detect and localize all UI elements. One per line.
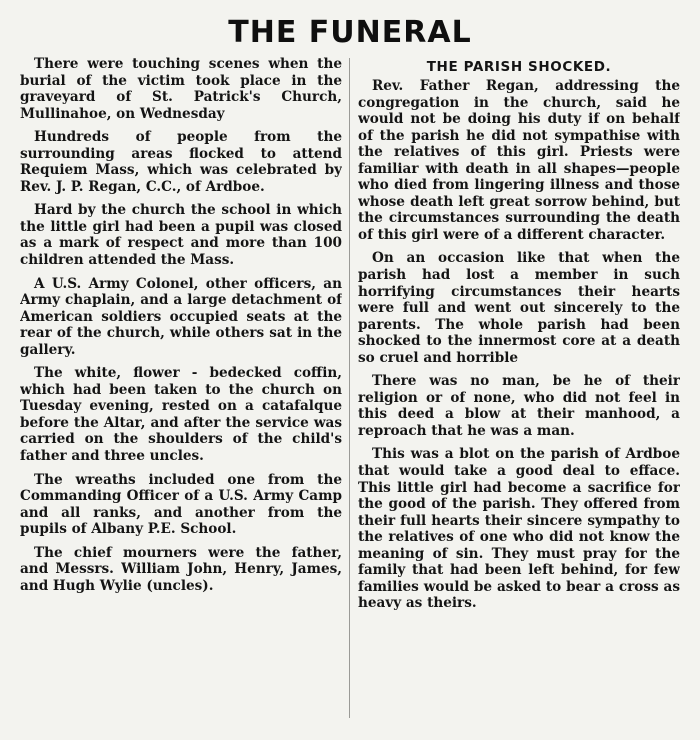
headline: THE FUNERAL: [228, 15, 472, 50]
subheading: THE PARISH SHOCKED.: [426, 59, 612, 75]
paragraph: The chief mourners were the father, and Messrs. William John, Henry, James, and Hugh Wylie (uncles).: [20, 544, 342, 594]
paragraph: The white, flower - bedecked coffin, which had been taken to the church on Tuesday evening, rested on a catafalque before the Altar, and after the service was carried on the shoulders of the child's father and three uncles.: [20, 365, 342, 465]
paragraph: Hundreds of people from the surrounding areas flocked to attend Requiem Mass, which was celebrated by Rev. J. P. Regan, C.C., of Ardboe.: [20, 129, 342, 195]
left-column: [20, 56, 342, 732]
right-column: [358, 56, 680, 732]
paragraph: This was a blot on the parish of Ardboe that would take a good deal to efface. This little girl had become a sacrifice for the good of the parish. They offered from their full hearts their sincere sympathy to the relatives of one who did not know the meaning of sin. They must pray for the family that had been left behind, for few families would be asked to bear a cross as heavy as theirs.: [358, 446, 680, 612]
paragraph: On an occasion like that when the parish had lost a member in such horrifying circumstances their hearts were full and went out sincerely to the parents. The whole parish had been shocked to the innermost core at a death so cruel and horrible: [358, 250, 680, 366]
paragraph: Rev. Father Regan, addressing the congregation in the church, said he would not be doing his duty if on behalf of the parish he did not sympathise with the relatives of this girl. Priests were familiar with death in all shapes—people who died from lingering illness and those whose death left great sorrow behind, but the circumstances surrounding the death of this girl were of a different character.: [358, 78, 680, 243]
paragraph: Hard by the church the school in which the little girl had been a pupil was closed as a mark of respect and more than 100 children attended the Mass.: [20, 202, 342, 269]
paragraph: There were touching scenes when the burial of the victim took place in the graveyard of St. Patrick's Church, Mullinahoe, on Wednesday: [20, 56, 342, 122]
paragraph: There was no man, be he of their religion or of none, who did not feel in this deed a blow at their manhood, a reproach that he was a man.: [358, 373, 680, 439]
column-divider: [349, 58, 350, 718]
paragraph: A U.S. Army Colonel, other officers, an Army chaplain, and a large detachment of American soldiers occupied seats at the rear of the church, while others sat in the gallery.: [20, 275, 342, 358]
paragraph: The wreaths included one from the Commanding Officer of a U.S. Army Camp and all ranks, and another from the pupils of Albany P.E. School.: [20, 471, 342, 538]
